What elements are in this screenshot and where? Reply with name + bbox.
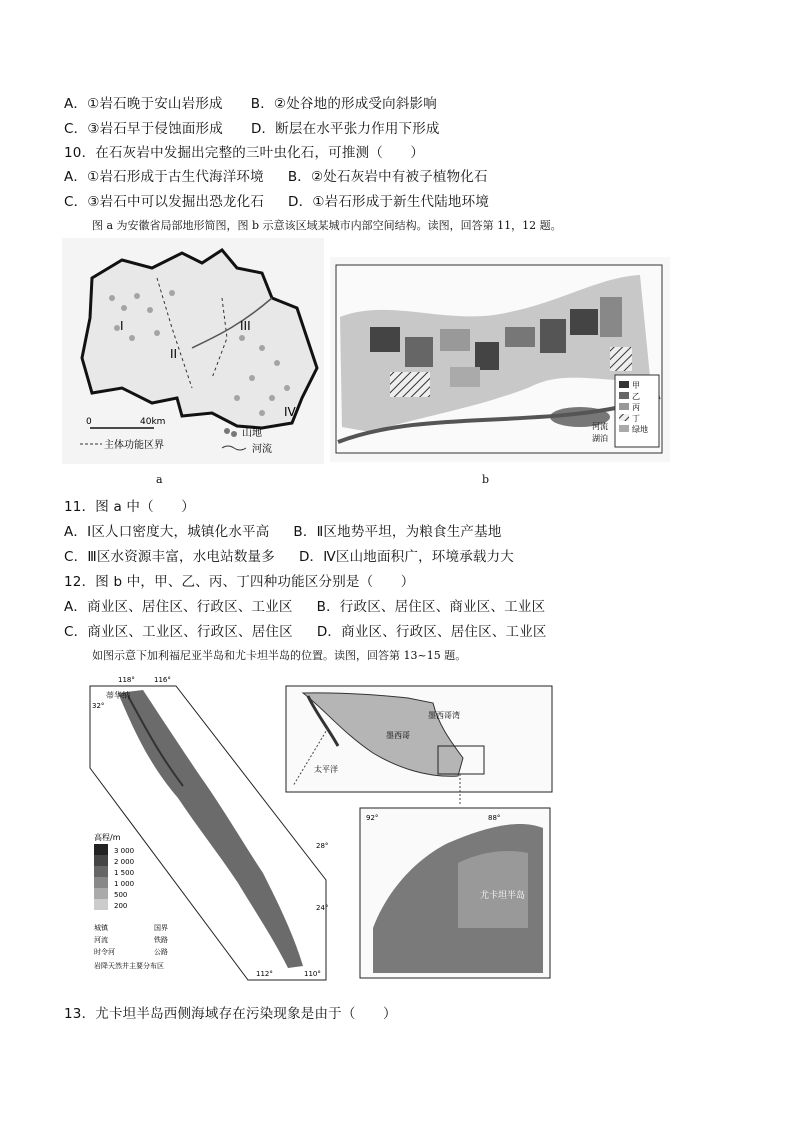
legend-lake-b: 湖泊 [592,434,608,443]
yuc-lon-92: 92° [366,814,379,822]
q9-option-c: C．③岩石早于侵蚀面形成 [64,121,223,137]
region-i-label: I [120,319,124,333]
q10-option-b: B．②处石灰岩中有被子植物化石 [287,169,488,185]
legend-cenote: 岩降天然井主要分布区 [94,962,164,970]
q12-option-a: A．商业区、居住区、行政区、工业区 [64,599,293,615]
legend-river: 河流 [252,444,272,455]
q13-stem: 13．尤卡坦半岛西侧海域存在污染现象是由于（ ） [64,1006,397,1022]
q10-stem: 10．在石灰岩中发掘出完整的三叶虫化石，可推测（ ） [64,145,425,161]
scale-zero: 0 [86,417,92,427]
elev-3000: 3 000 [114,847,135,855]
lat-28: 28° [316,842,329,850]
q9-options-row1 [64,92,437,112]
legend-river-c: 河流 [94,936,108,944]
q11-options-row2 [64,545,514,565]
q10-option-a: A．①岩石形成于古生代海洋环境 [64,169,264,185]
legend-green: 绿地 [632,425,648,434]
q11-option-c: C．Ⅲ区水资源丰富，水电站数量多 [64,549,275,565]
q12-options-row1 [64,595,545,615]
lon-110: 110° [304,970,321,978]
q12-option-c: C．商业区、工业区、行政区、居住区 [64,624,293,640]
q12-options-row2 [64,620,547,640]
legend-rail: 铁路 [154,936,168,944]
q12-stem: 12．图 b 中，甲、乙、丙、丁四种功能区分别是（ ） [64,574,415,590]
legend-jia: 甲 [632,381,640,390]
q11-option-b: B．Ⅱ区地势平坦，为粮食生产基地 [293,524,502,540]
elev-1500: 1 500 [114,869,135,877]
legend-border: 国界 [154,924,168,932]
lon-116: 116° [154,676,171,684]
q12-option-d: D．商业区、行政区、居住区、工业区 [316,624,547,640]
figure-c-peninsulas [88,668,554,984]
q12-option-b: B．行政区、居住区、商业区、工业区 [316,599,546,615]
lon-112: 112° [256,970,273,978]
intro-13-15: 如图示意下加利福尼亚半岛和尤卡坦半岛的位置。读图，回答第 13~15 题。 [92,649,467,662]
legend-seasonal-river: 时令河 [94,948,115,956]
elev-1000: 1 000 [114,880,135,888]
figure-a-caption: a [156,473,163,486]
q10-option-c: C．③岩石中可以发掘出恐龙化石 [64,194,265,210]
elev-500: 500 [114,891,128,899]
legend-yi: 乙 [632,392,640,401]
legend-boundary: 主体功能区界 [104,440,164,451]
intro-11-12: 图 a 为安徽省局部地形简图，图 b 示意该区域某城市内部空间结构。读图，回答第 11，12 题。 [92,219,562,232]
lon-118: 118° [118,676,135,684]
q11-option-a: A．Ⅰ区人口密度大，城镇化水平高 [64,524,270,540]
q11-options-row1 [64,520,502,540]
q9-options-row2 [64,117,440,137]
elev-2000: 2 000 [114,858,135,866]
q10-options-row1 [64,165,488,185]
q9-option-d: D．断层在水平张力作用下形成 [250,121,440,137]
label-pacific: 太平洋 [314,765,338,774]
scale-distance: 40km [140,417,166,427]
q11-stem: 11．图 a 中（ ） [64,499,195,515]
label-gulf-of-mexico: 墨西哥湾 [428,711,460,720]
elevation-title: 高程/m [94,833,121,842]
lat-32: 32° [92,702,105,710]
legend-mountain: 山地 [242,428,262,439]
legend-town: 城镇 [94,924,108,932]
q10-option-d: D．①岩石形成于新生代陆地环境 [288,194,490,210]
region-iv-label: IV [284,405,296,419]
city-tijuana: 蒂华纳 [106,691,130,700]
legend-bing: 丙 [632,403,640,412]
elev-200: 200 [114,902,128,910]
q11-option-d: D．Ⅳ区山地面积广，环境承载力大 [298,549,514,565]
legend-road: 公路 [154,948,168,956]
region-ii-label: II [170,347,178,361]
lat-24: 24° [316,904,329,912]
label-mexico: 墨西哥 [386,731,410,740]
label-yucatan: 尤卡坦半岛 [480,891,526,901]
region-iii-label: III [240,319,251,333]
q10-options-row2 [64,190,489,210]
figure-b-caption: b [482,473,490,486]
legend-river-b: 河流 [592,422,608,431]
figure-b-city-structure [330,257,670,462]
q9-option-a: A．①岩石晚于安山岩形成 [64,96,223,112]
legend-ding: 丁 [632,414,640,423]
figure-a-anhui-terrain [62,238,324,464]
q9-option-b: B．②处谷地的形成受向斜影响 [250,96,437,112]
yuc-lon-88: 88° [488,814,501,822]
